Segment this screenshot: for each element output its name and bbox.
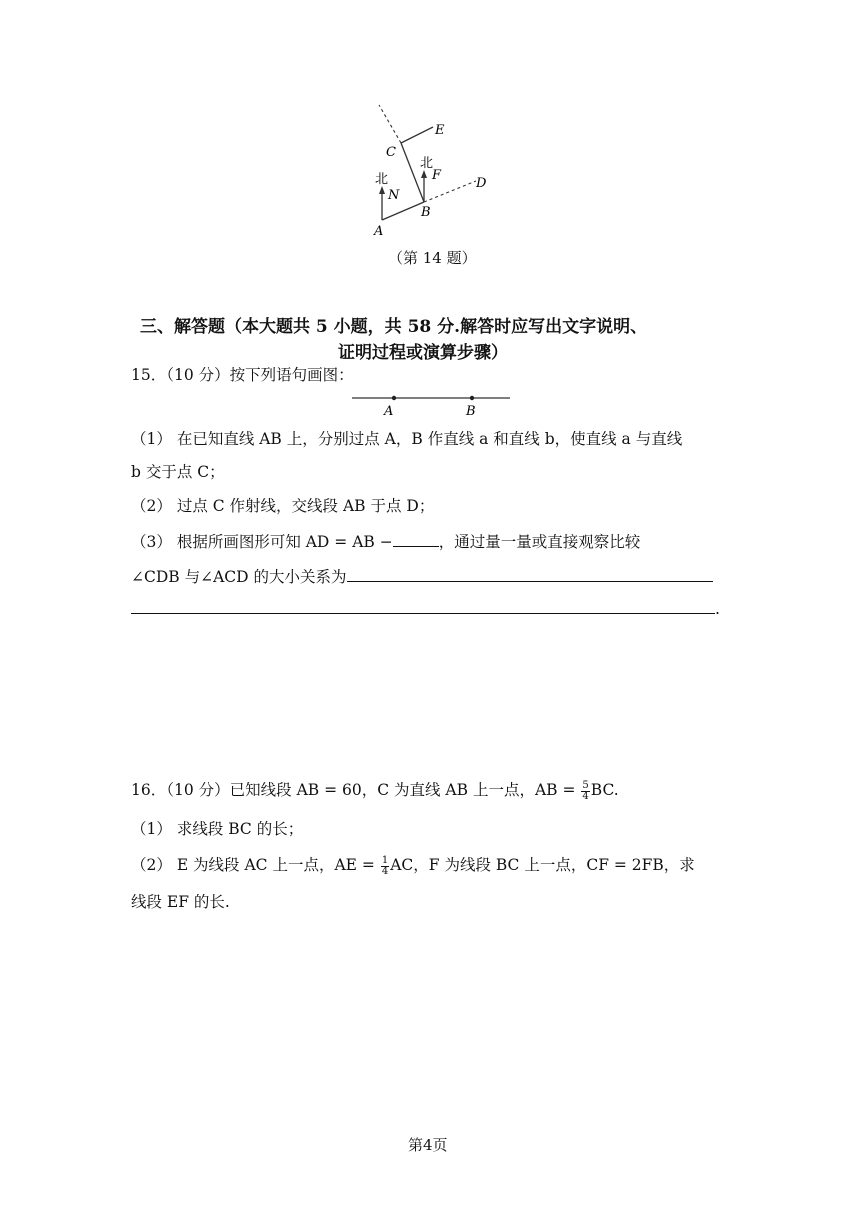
q16-part1 [131, 819, 303, 839]
q15-part2 [131, 496, 434, 516]
q15-number: 15． [131, 366, 167, 384]
q16-part2-line1 [131, 855, 695, 877]
q15-part3-tag: （3） [131, 533, 172, 551]
q15-line-ab-figure [348, 388, 513, 418]
q15-points: （10 分） [166, 366, 230, 384]
q16-part2-text-b: AC，F 为线段 BC 上一点，CF = 2FB，求 [390, 856, 695, 874]
label-n: N [388, 188, 400, 203]
label-d: D [476, 176, 487, 191]
q15-part3-line1 [131, 530, 640, 552]
q16-part2-tag: （2） [131, 856, 172, 874]
q16-stem [131, 780, 619, 802]
label-a: A [374, 224, 384, 239]
q15-header [131, 365, 354, 385]
point-a-label: A [384, 404, 394, 418]
ray-bd-dashed [424, 181, 476, 202]
q15-end-period: . [715, 600, 720, 618]
q16-number: 16． [131, 781, 167, 799]
q15-part3-line2 [131, 565, 713, 587]
segment-cb [401, 143, 424, 202]
section-heading-line1: 三、解答题（本大题共 5 小题，共 58 分.解答时应写出文字说明、 [140, 317, 648, 337]
segment-ab [382, 202, 424, 220]
point-b-label: B [466, 404, 476, 418]
point-a [392, 396, 396, 400]
q15-part2-tag: （2） [131, 497, 172, 515]
figure-14-caption: （第 14 题） [388, 249, 477, 267]
label-e: E [435, 123, 445, 138]
figure-14-diagram [360, 95, 510, 240]
q15-answer-blank-1[interactable] [393, 530, 439, 547]
segment-ce [401, 127, 433, 143]
label-f: F [432, 168, 442, 183]
label-c: C [386, 145, 396, 160]
q15-part3-text-b: ，通过量一量或直接观察比较 [438, 533, 641, 551]
label-north-a: 北 [375, 172, 389, 187]
q15-answer-blank-3[interactable] [131, 597, 715, 614]
label-b: B [421, 205, 431, 220]
q16-part2-line2: 线段 EF 的长. [131, 893, 230, 911]
q16-part1-text: 求线段 BC 的长； [176, 820, 304, 838]
q16-part2-text-a: E 为线段 AC 上一点，AE = [176, 856, 375, 874]
q15-part3-text-a: 根据所画图形可知 AD = AB − [176, 533, 393, 551]
arrow-head-icon [421, 170, 427, 178]
q15-part2-text: 过点 C 作射线，交线段 AB 于点 D； [176, 497, 435, 515]
q15-answer-blank-2[interactable] [347, 565, 713, 582]
q16-stem-a: 已知线段 AB = 60，C 为直线 AB 上一点，AB = [229, 781, 576, 799]
q15-part1-line2: b 交于点 C； [131, 463, 225, 481]
arrow-head-icon [379, 186, 385, 194]
q15-part3-angles: ∠CDB 与∠ACD 的大小关系为 [131, 568, 347, 586]
q16-stem-b: BC. [590, 781, 619, 799]
q16-points: （10 分） [166, 781, 230, 799]
q15-part1-text: 在已知直线 AB 上，分别过点 A，B 作直线 a 和直线 b，使直线 a 与直线 [176, 430, 683, 448]
ray-extension-dashed [379, 105, 401, 143]
q16-fraction-1-4: $\frac{1}{4}$ [381, 854, 389, 877]
section-heading-line2: 证明过程或演算步骤） [338, 343, 508, 363]
page-number: 第4页 [408, 1136, 448, 1154]
q15-part1-tag: （1） [131, 430, 172, 448]
point-b [470, 396, 474, 400]
q16-part1-tag: （1） [131, 820, 172, 838]
q15-part3-line3 [131, 597, 720, 619]
q16-fraction-5-4: $\frac{5}{4}$ [582, 779, 589, 802]
label-north-b: 北 [420, 156, 434, 171]
q15-intro: 按下列语句画图： [229, 366, 354, 384]
q15-part1-line1 [131, 429, 682, 449]
